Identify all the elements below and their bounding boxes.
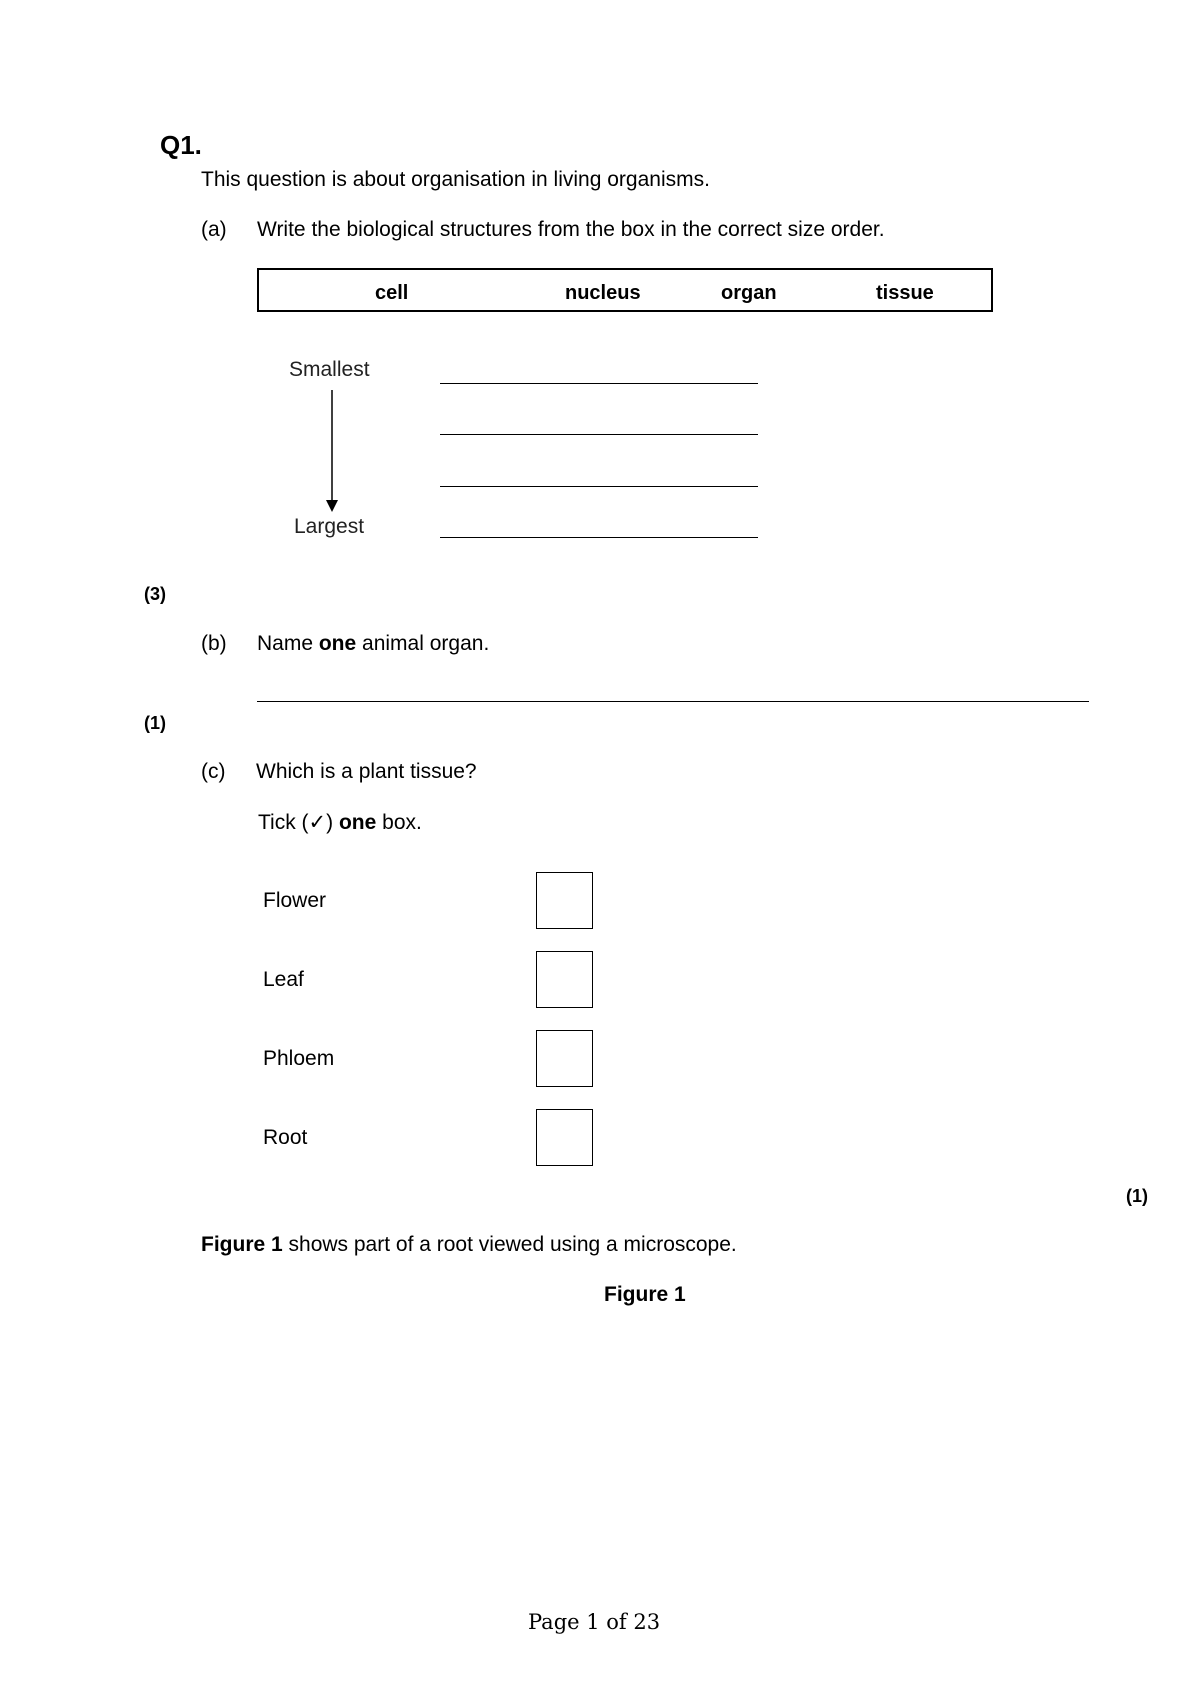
largest-label: Largest <box>294 515 365 538</box>
word-nucleus: nucleus <box>565 282 641 304</box>
part-b-answer-line[interactable] <box>257 701 1089 702</box>
option-leaf-checkbox[interactable] <box>536 951 593 1008</box>
answer-line-3[interactable] <box>440 486 758 487</box>
option-phloem-checkbox[interactable] <box>536 1030 593 1087</box>
figure-intro <box>201 1233 737 1257</box>
tick-emphasis: one <box>338 811 377 834</box>
part-c-marks: (1) <box>1126 1186 1148 1206</box>
option-flower-label: Flower <box>263 889 327 912</box>
part-c-label: (c) <box>201 760 226 783</box>
figure-intro-ref: Figure 1 <box>201 1233 283 1256</box>
word-box <box>257 268 993 312</box>
answer-line-2[interactable] <box>440 434 758 435</box>
option-root-checkbox[interactable] <box>536 1109 593 1166</box>
part-b-text-before: Name <box>257 632 319 655</box>
tick-text-before: Tick (✓) <box>258 811 339 834</box>
page-footer: Page 1 of 23 <box>528 1610 661 1634</box>
word-organ: organ <box>721 282 777 304</box>
option-flower-checkbox[interactable] <box>536 872 593 929</box>
part-a-label: (a) <box>201 218 227 241</box>
figure-caption: Figure 1 <box>604 1283 686 1306</box>
word-cell: cell <box>375 282 409 304</box>
option-root-label: Root <box>263 1126 308 1149</box>
option-phloem-label: Phloem <box>263 1047 335 1070</box>
smallest-label: Smallest <box>289 358 370 381</box>
part-b-question <box>257 632 489 656</box>
tick-instruction <box>258 810 422 835</box>
question-number: Q1. <box>160 130 202 160</box>
part-a-marks: (3) <box>144 584 166 604</box>
answer-line-1[interactable] <box>440 383 758 384</box>
part-c-question: Which is a plant tissue? <box>256 760 477 783</box>
size-order-arrow <box>320 388 344 514</box>
part-b-label: (b) <box>201 632 227 655</box>
question-intro: This question is about organisation in living organisms. <box>201 168 710 191</box>
part-a-instruction: Write the biological structures from the box in the correct size order. <box>257 218 885 241</box>
word-tissue: tissue <box>876 282 934 304</box>
part-b-emphasis: one <box>318 632 357 655</box>
answer-line-4[interactable] <box>440 537 758 538</box>
part-b-text-after: animal organ. <box>356 632 490 655</box>
figure-intro-text: shows part of a root viewed using a microscope. <box>282 1233 737 1256</box>
part-b-marks: (1) <box>144 713 166 733</box>
tick-text-after: box. <box>376 811 422 834</box>
option-leaf-label: Leaf <box>263 968 304 991</box>
